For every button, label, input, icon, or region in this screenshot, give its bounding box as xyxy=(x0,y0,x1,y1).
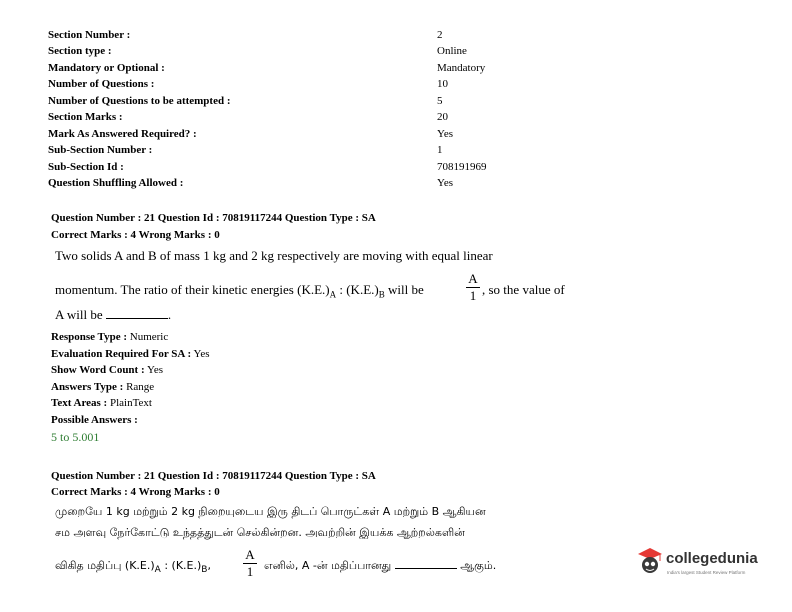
detail-label: Show Word Count : xyxy=(51,364,145,376)
detail-label: Answers Type : xyxy=(51,381,124,393)
question-text-line-3 xyxy=(55,559,211,575)
detail-label: Text Areas : xyxy=(51,397,108,409)
text-segment: : (K.E.) xyxy=(160,559,202,572)
meta-value: 2 xyxy=(437,29,443,41)
fraction xyxy=(243,548,257,579)
question-text-line-1: முறையே 1 kg மற்றும் 2 kg நிறையுடைய இரு திடப் பொருட்கள் A மற்றும் B ஆகியன xyxy=(55,505,486,518)
meta-row-shuffling xyxy=(48,175,608,191)
detail-response-type xyxy=(51,329,168,345)
meta-value: Yes xyxy=(437,128,454,140)
answer-blank xyxy=(106,318,168,319)
meta-row-sub-section-number xyxy=(48,142,608,158)
answer-blank xyxy=(395,568,457,569)
logo-wordmark: collegedunia xyxy=(666,550,758,567)
question-text-line-3-end xyxy=(264,559,496,574)
meta-row-section-type xyxy=(48,43,608,59)
meta-row-number-of-questions xyxy=(48,76,608,92)
meta-value: 1 xyxy=(437,144,443,156)
question-text-line-2: சம அளவு நேர்கோட்டு உந்தத்துடன் செல்கின்றன. அவற்றின் இயக்க ஆற்றல்களின் xyxy=(55,526,465,539)
meta-row-mark-as-answered xyxy=(48,126,608,142)
meta-row-section-number xyxy=(48,27,608,43)
collegedunia-logo xyxy=(636,546,768,582)
detail-answers-type xyxy=(51,379,154,395)
meta-value: 20 xyxy=(437,111,448,123)
detail-value: Yes xyxy=(146,364,163,376)
meta-label: Sub-Section Id : xyxy=(48,161,124,173)
detail-value: Range xyxy=(126,381,155,393)
subscript: A xyxy=(329,289,337,300)
question-text-line-3 xyxy=(55,307,171,323)
mascot-eye-left xyxy=(645,562,649,566)
detail-evaluation-required xyxy=(51,346,210,362)
meta-label: Mark As Answered Required? : xyxy=(48,128,197,140)
text-segment: momentum. The ratio of their kinetic energies (K.E.) xyxy=(55,282,330,297)
question-header: Question Number : 21 Question Id : 70819117244 Question Type : SA xyxy=(51,470,376,482)
possible-answers-label: Possible Answers : xyxy=(51,414,138,426)
question-header: Question Number : 21 Question Id : 70819117244 Question Type : SA xyxy=(51,212,376,224)
fraction-denominator: 1 xyxy=(469,288,477,303)
fraction-denominator: 1 xyxy=(246,564,254,579)
fraction-numerator: A xyxy=(245,547,255,562)
possible-answer-value: 5 to 5.001 xyxy=(51,430,100,444)
detail-label: Evaluation Required For SA : xyxy=(51,348,192,360)
detail-label: Response Type : xyxy=(51,331,127,343)
detail-value: Yes xyxy=(193,348,210,360)
question-marks: Correct Marks : 4 Wrong Marks : 0 xyxy=(51,486,220,498)
meta-value: 5 xyxy=(437,95,443,107)
question-text-line-2-end: , so the value of xyxy=(482,282,565,297)
detail-text-areas xyxy=(51,395,152,411)
fraction-numerator: A xyxy=(468,271,478,286)
meta-row-mandatory xyxy=(48,60,608,76)
meta-label: Sub-Section Number : xyxy=(48,144,153,156)
meta-value: 708191969 xyxy=(437,161,487,173)
subscript: A xyxy=(154,565,161,576)
detail-show-word-count xyxy=(51,362,163,378)
meta-value: Yes xyxy=(437,177,454,189)
detail-value: Numeric xyxy=(129,331,169,343)
detail-value: PlainText xyxy=(109,397,152,409)
meta-value: Online xyxy=(437,45,467,57)
meta-label: Section Number : xyxy=(48,29,131,41)
text-segment: ஆகும். xyxy=(460,559,497,572)
text-segment: . xyxy=(167,307,172,322)
meta-value: 10 xyxy=(437,78,448,90)
subscript: B xyxy=(378,289,385,300)
question-text-line-2 xyxy=(55,282,424,300)
logo-tagline: India's largest Student Review Platform xyxy=(667,570,746,575)
meta-label: Number of Questions : xyxy=(48,78,155,90)
question-text-line-1: Two solids A and B of mass 1 kg and 2 kg respectively are moving with equal linear xyxy=(55,248,493,263)
fraction xyxy=(466,272,480,303)
text-segment: will be xyxy=(384,282,424,297)
graduate-mascot-icon xyxy=(636,546,664,580)
subscript: B xyxy=(201,565,208,576)
meta-label: Section Marks : xyxy=(48,111,123,123)
mascot-eye-right xyxy=(651,562,655,566)
meta-label: Question Shuffling Allowed : xyxy=(48,177,184,189)
meta-value: Mandatory xyxy=(437,62,486,74)
text-segment: விகித மதிப்பு (K.E.) xyxy=(55,559,155,572)
meta-row-to-attempt xyxy=(48,93,608,109)
text-segment: எனில், A -ன் மதிப்பானது xyxy=(264,559,392,572)
text-segment: : (K.E.) xyxy=(336,282,379,297)
question-marks: Correct Marks : 4 Wrong Marks : 0 xyxy=(51,229,220,241)
text-segment: A will be xyxy=(55,307,103,322)
meta-label: Mandatory or Optional : xyxy=(48,62,165,74)
meta-label: Number of Questions to be attempted : xyxy=(48,95,231,107)
text-segment: , xyxy=(207,559,211,572)
meta-row-section-marks xyxy=(48,109,608,125)
meta-label: Section type : xyxy=(48,45,112,57)
meta-row-sub-section-id xyxy=(48,159,608,175)
